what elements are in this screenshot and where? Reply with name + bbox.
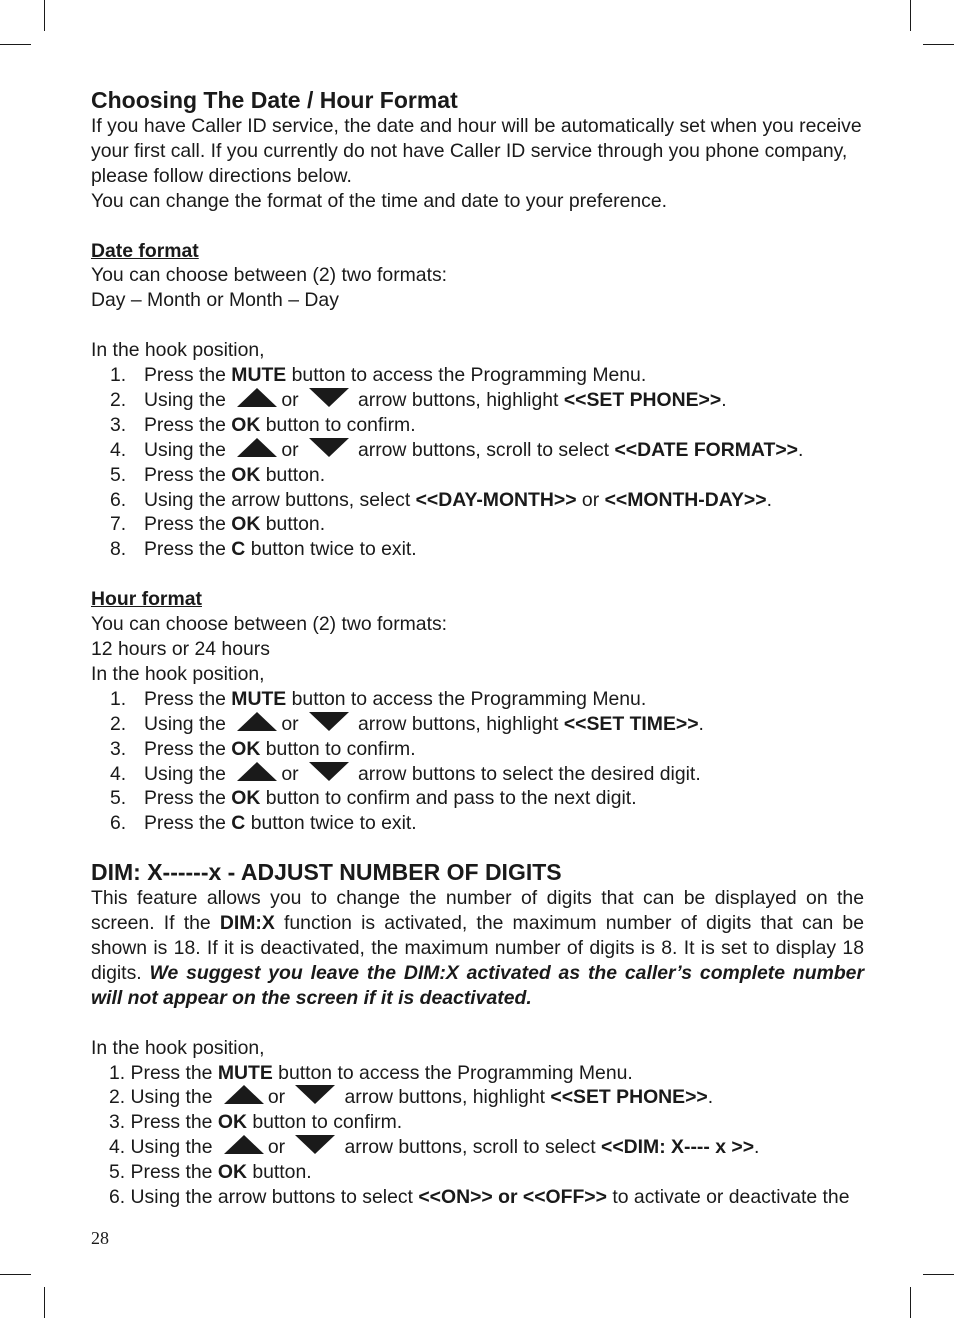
step-bold: <<DAY-MONTH>> bbox=[415, 488, 577, 511]
step-text: 6. Using the arrow buttons to select bbox=[109, 1186, 419, 1209]
step-text: or bbox=[281, 712, 299, 735]
step-text: or bbox=[267, 1136, 286, 1159]
step-text: button to confirm. bbox=[260, 737, 416, 760]
step-text: button to access the Programming Menu. bbox=[272, 1061, 633, 1084]
step-text: arrow buttons, scroll to select bbox=[352, 438, 615, 461]
down-arrow-icon bbox=[295, 1085, 335, 1104]
step-text: or bbox=[281, 388, 299, 411]
step-bold: <<SET PHONE>> bbox=[563, 388, 722, 411]
step-text: arrow buttons, highlight bbox=[352, 388, 564, 411]
date-format-line: You can choose between (2) two formats: bbox=[91, 264, 448, 287]
step-text: or bbox=[267, 1086, 286, 1109]
dim-text-bold: DIM:X bbox=[219, 912, 275, 935]
step-text: button to access the Programming Menu. bbox=[286, 687, 647, 710]
up-arrow-icon bbox=[237, 438, 277, 457]
step-number: 1. bbox=[110, 687, 127, 710]
page-title: Choosing The Date / Hour Format bbox=[91, 87, 458, 113]
step-text: Press the bbox=[144, 463, 232, 486]
dim-heading: DIM: X------x - ADJUST NUMBER OF DIGITS bbox=[91, 859, 562, 886]
list-item bbox=[91, 388, 864, 413]
list-item bbox=[109, 1085, 864, 1110]
step-bold: MUTE bbox=[231, 364, 287, 387]
hour-format-line: You can choose between (2) two formats: bbox=[91, 613, 448, 636]
list-item bbox=[91, 363, 864, 388]
dim-text: function is activated, the maximum number of digits that can be shown is 18. If it is deactivated, the maximum number of digits is 8. It is set to display 18 digits. bbox=[91, 912, 865, 984]
list-item bbox=[91, 737, 864, 762]
step-text: or bbox=[281, 762, 299, 785]
list-item bbox=[91, 488, 864, 513]
step-text: Press the bbox=[144, 812, 232, 835]
step-text: . bbox=[797, 438, 804, 461]
crop-mark bbox=[910, 1287, 911, 1318]
step-text: . bbox=[766, 488, 772, 511]
step-bold: C bbox=[231, 812, 246, 835]
step-number: 3. bbox=[110, 413, 127, 436]
list-item bbox=[109, 1110, 864, 1135]
step-text: 5. Press the bbox=[109, 1161, 218, 1184]
step-text: button to confirm. bbox=[246, 1111, 403, 1134]
crop-mark bbox=[923, 1274, 954, 1275]
step-text: 3. Press the bbox=[109, 1111, 218, 1134]
dim-steps bbox=[91, 1061, 864, 1210]
step-number: 5. bbox=[110, 787, 127, 810]
step-number: 6. bbox=[110, 488, 127, 511]
crop-mark bbox=[44, 1287, 45, 1318]
up-arrow-icon bbox=[237, 388, 277, 407]
step-bold: <<MONTH-DAY>> bbox=[604, 488, 767, 511]
step-text: . bbox=[721, 388, 727, 411]
list-item bbox=[109, 1185, 864, 1210]
step-text: Using the bbox=[144, 762, 232, 785]
dim-text: This feature allows you to change the number of digits that can be displayed on the screen. bbox=[91, 887, 864, 935]
step-number: 2. bbox=[110, 712, 127, 735]
step-bold: <<DIM: X---- x >> bbox=[601, 1136, 755, 1159]
hour-format-line: In the hook position, bbox=[91, 662, 265, 685]
step-text: Using the bbox=[144, 438, 232, 461]
step-text: . bbox=[754, 1136, 760, 1159]
crop-mark bbox=[0, 44, 31, 45]
list-item bbox=[91, 687, 864, 712]
step-bold: OK bbox=[231, 463, 261, 486]
step-text: 2. Using the bbox=[109, 1086, 218, 1109]
step-bold: OK bbox=[231, 513, 261, 536]
step-bold: OK bbox=[217, 1111, 247, 1134]
list-item bbox=[109, 1061, 864, 1086]
step-text: Press the bbox=[144, 364, 232, 387]
step-number: 7. bbox=[110, 513, 127, 536]
list-item bbox=[91, 438, 864, 463]
dim-suggestion: We suggest you leave the DIM:X activated as the caller’s complete number will not appear on the screen if it is deactivated. bbox=[91, 961, 864, 1009]
list-item bbox=[91, 811, 864, 836]
step-text: to activate or deactivate the bbox=[606, 1186, 850, 1209]
list-item bbox=[91, 762, 864, 787]
step-text: Press the bbox=[144, 513, 232, 536]
intro-paragraph: You can change the format of the time and date to your preference. bbox=[91, 189, 667, 212]
page-content bbox=[91, 86, 864, 1210]
step-text: . bbox=[698, 712, 704, 735]
step-text: 1. Press the bbox=[109, 1061, 218, 1084]
down-arrow-icon bbox=[309, 388, 349, 407]
step-text: button. bbox=[260, 463, 326, 486]
step-bold: MUTE bbox=[231, 687, 287, 710]
step-text: button twice to exit. bbox=[245, 812, 417, 835]
crop-mark bbox=[44, 0, 45, 31]
step-text: Press the bbox=[144, 737, 232, 760]
step-text: Press the bbox=[144, 687, 232, 710]
step-bold: <<ON>> or <<OFF>> bbox=[418, 1186, 607, 1209]
step-bold: <<DATE FORMAT>> bbox=[614, 438, 798, 461]
step-text: Press the bbox=[144, 787, 232, 810]
step-text: Press the bbox=[144, 538, 232, 561]
down-arrow-icon bbox=[309, 762, 349, 781]
step-text: Press the bbox=[144, 413, 232, 436]
step-bold: MUTE bbox=[217, 1061, 273, 1084]
step-text: . bbox=[707, 1086, 714, 1109]
intro-paragraph: If you have Caller ID service, the date and hour will be automatically set when you receive your first call. If you currently do not have Caller ID service through you phone company, please follow directions below. bbox=[91, 115, 862, 187]
date-format-steps bbox=[91, 363, 864, 562]
step-bold: OK bbox=[217, 1161, 247, 1184]
down-arrow-icon bbox=[295, 1135, 335, 1154]
up-arrow-icon bbox=[237, 712, 277, 731]
hour-format-steps bbox=[91, 687, 864, 836]
step-text: arrow buttons, highlight bbox=[352, 712, 564, 735]
step-bold: OK bbox=[231, 413, 261, 436]
step-text: or bbox=[281, 438, 299, 461]
step-bold: OK bbox=[231, 787, 261, 810]
dim-paragraph bbox=[91, 886, 864, 1011]
step-text: button. bbox=[246, 1161, 312, 1184]
crop-mark bbox=[923, 44, 954, 45]
step-text: Using the bbox=[144, 388, 232, 411]
up-arrow-icon bbox=[237, 762, 277, 781]
step-text: button to confirm and pass to the next digit. bbox=[260, 787, 637, 810]
up-arrow-icon bbox=[224, 1135, 264, 1154]
step-text: arrow buttons, scroll to select bbox=[339, 1136, 602, 1159]
step-text: arrow buttons to select the desired digit. bbox=[352, 762, 701, 785]
step-number: 2. bbox=[110, 388, 127, 411]
list-item bbox=[91, 512, 864, 537]
step-number: 1. bbox=[110, 364, 127, 387]
down-arrow-icon bbox=[309, 712, 349, 731]
list-item bbox=[91, 413, 864, 438]
step-number: 6. bbox=[110, 812, 127, 835]
step-text: button to access the Programming Menu. bbox=[286, 364, 647, 387]
step-bold: <<SET TIME>> bbox=[563, 712, 699, 735]
hour-format-heading: Hour format bbox=[91, 588, 202, 611]
step-text: arrow buttons, highlight bbox=[339, 1086, 551, 1109]
list-item bbox=[91, 786, 864, 811]
hour-format-line: 12 hours or 24 hours bbox=[91, 637, 270, 660]
date-format-lead: In the hook position, bbox=[91, 339, 265, 362]
step-text: Using the bbox=[144, 712, 232, 735]
step-number: 8. bbox=[110, 538, 127, 561]
crop-mark bbox=[910, 0, 911, 31]
date-format-line: Day – Month or Month – Day bbox=[91, 289, 339, 312]
crop-mark bbox=[0, 1274, 31, 1275]
step-text: button twice to exit. bbox=[245, 538, 417, 561]
down-arrow-icon bbox=[309, 438, 349, 457]
dim-text: If the bbox=[163, 912, 220, 935]
step-bold: OK bbox=[231, 737, 261, 760]
page-number: 28 bbox=[91, 1228, 109, 1248]
step-number: 5. bbox=[110, 463, 127, 486]
step-text: or bbox=[576, 488, 605, 511]
step-bold: <<SET PHONE>> bbox=[550, 1086, 708, 1109]
list-item bbox=[109, 1135, 864, 1160]
list-item bbox=[109, 1160, 864, 1185]
list-item bbox=[91, 537, 864, 562]
step-text: Using the arrow buttons, select bbox=[144, 488, 416, 511]
list-item bbox=[91, 712, 864, 737]
step-text: 4. Using the bbox=[109, 1136, 218, 1159]
up-arrow-icon bbox=[224, 1085, 264, 1104]
step-text: button to confirm. bbox=[260, 413, 416, 436]
dim-lead: In the hook position, bbox=[91, 1036, 265, 1059]
step-bold: C bbox=[231, 538, 246, 561]
step-number: 4. bbox=[110, 762, 127, 785]
step-number: 3. bbox=[110, 737, 127, 760]
step-number: 4. bbox=[110, 438, 127, 461]
date-format-heading: Date format bbox=[91, 239, 199, 262]
step-text: button. bbox=[260, 513, 326, 536]
list-item bbox=[91, 463, 864, 488]
